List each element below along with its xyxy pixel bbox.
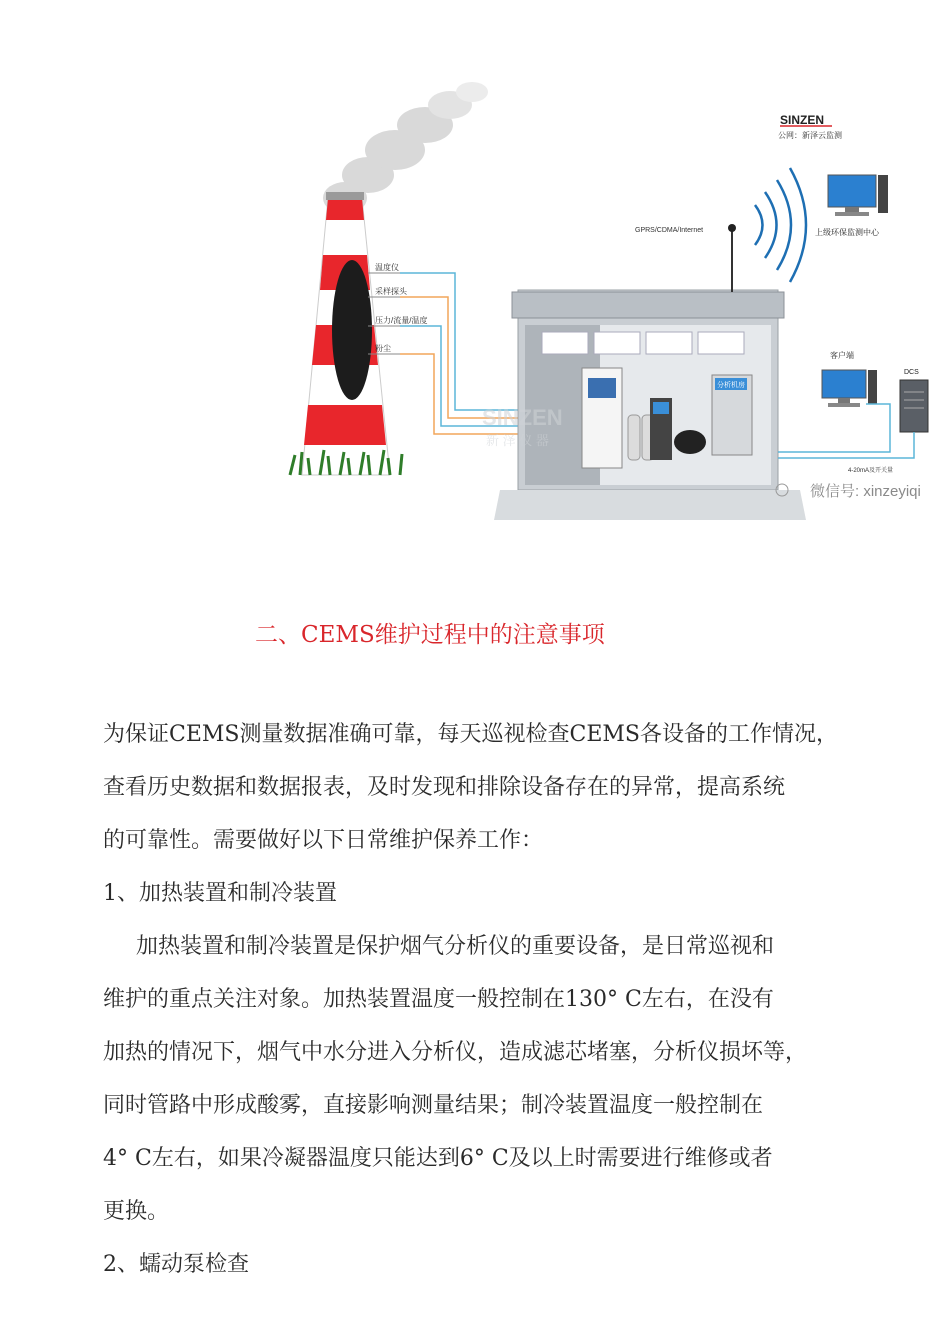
paragraph-line-6: 加热的情况下，烟气中水分进入分析仪，造成滤芯堵塞，分析仪损坏等， bbox=[103, 1040, 808, 1065]
watermark-sub: 新 泽 仪 器 bbox=[486, 433, 549, 448]
subheading-2: 2、蠕动泵检查 bbox=[103, 1252, 249, 1277]
output-wires bbox=[778, 404, 914, 474]
brand-name: SINZEN bbox=[780, 113, 825, 127]
client-computer-icon bbox=[822, 350, 877, 407]
paragraph-line-7: 同时管路中形成酸雾，直接影响测量结果；制冷装置温度一般控制在 bbox=[103, 1093, 764, 1118]
brand-logo bbox=[778, 113, 842, 140]
sensor-label-3: 压力/流量/温度 bbox=[375, 316, 428, 325]
paragraph-line-1: 为保证CEMS测量数据准确可靠，每天巡视检查CEMS各设备的工作情况， bbox=[103, 722, 838, 747]
subheading-1: 1、加热装置和制冷装置 bbox=[103, 881, 337, 906]
paragraph-line-4: 加热装置和制冷装置是保护烟气分析仪的重要设备，是日常巡视和 bbox=[136, 934, 775, 959]
client-label: 客户端 bbox=[830, 351, 854, 360]
watermark-brand: SINZEN bbox=[482, 405, 563, 430]
paragraph-line-8: 4° C左右，如果冷凝器温度只能达到6° C及以上时需要进行维修或者 bbox=[103, 1146, 773, 1171]
center-label: 上级环保监测中心 bbox=[815, 228, 879, 237]
output-label: 4-20mA及开关量 bbox=[848, 468, 894, 474]
cems-system-diagram bbox=[250, 80, 950, 530]
network-label: GPRS/CDMA/Internet bbox=[635, 227, 704, 234]
brand-sub: 公网：新泽云监测 bbox=[778, 131, 842, 140]
chimney bbox=[302, 192, 390, 475]
wireless-signal-icon bbox=[755, 168, 806, 282]
paragraph-line-3: 的可靠性。需要做好以下日常维护保养工作： bbox=[103, 828, 544, 853]
paragraph-line-2: 查看历史数据和数据报表，及时发现和排除设备存在的异常，提高系统 bbox=[103, 775, 786, 800]
sensor-label-1: 温度仪 bbox=[375, 263, 399, 272]
paragraph-line-5: 维护的重点关注对象。加热装置温度一般控制在130° C左右，在没有 bbox=[103, 987, 774, 1012]
section-heading: 二、CEMS维护过程中的注意事项 bbox=[255, 622, 605, 648]
sensor-labels bbox=[368, 262, 427, 354]
wechat-id: 微信号: xinzeyiqi bbox=[810, 483, 921, 500]
dcs-label: DCS bbox=[904, 369, 919, 376]
paragraph-line-9: 更换。 bbox=[103, 1199, 170, 1224]
dcs-server-icon bbox=[900, 369, 928, 432]
monitoring-center-computer-icon bbox=[815, 175, 888, 237]
antenna bbox=[635, 224, 736, 292]
analyzer-room-label: 分析机房 bbox=[717, 382, 745, 389]
sensor-label-2: 采样探头 bbox=[375, 287, 407, 296]
sensor-label-4: 粉尘 bbox=[375, 344, 391, 353]
